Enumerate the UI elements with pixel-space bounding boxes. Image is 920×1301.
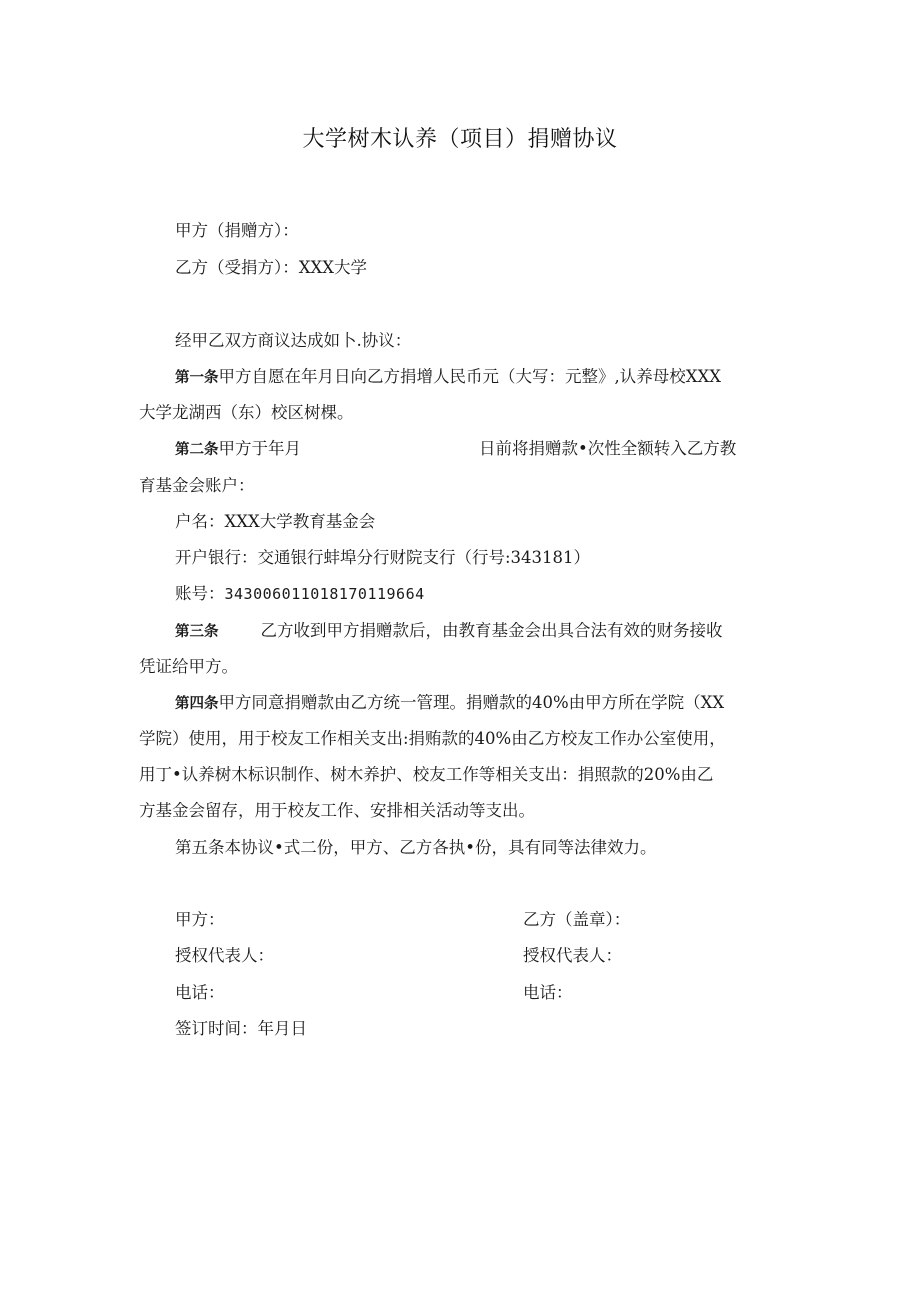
account-number-line	[175, 584, 425, 604]
party-b-line: 乙方（受捐方）：XXX大学	[175, 258, 367, 277]
document-title: 大学树木认养（项目）捐赠协议	[302, 127, 618, 152]
article-1-label: 第一条	[175, 370, 219, 386]
article-4-line-1	[175, 693, 724, 714]
article-1-line-2: 大学龙湖西（东）校区树棵。	[139, 403, 354, 422]
article-4-line-4: 方基金会留存，用于校友工作、安排相关活动等支出。	[139, 801, 535, 820]
article-2-line-1	[175, 439, 301, 460]
article-5-line: 第五条本协议•式二份，甲方、乙方各执•份，具有同等法律效力。	[175, 838, 657, 857]
signature-date: 签订时间：年月日	[175, 1019, 307, 1038]
article-2-text-2: 日前将捐赠款•次性全额转入乙方教	[479, 439, 737, 458]
account-number: 343006011018170119664	[224, 585, 425, 603]
account-bank: 开户银行：交通银行蚌埠分行财院支行（行号:343181）	[175, 548, 591, 567]
signature-a-representative: 授权代表人：	[175, 946, 274, 965]
article-4-text-1: 甲方同意捐赠款由乙方统一管理。捐赠款的40%由甲方所在学院（XX	[218, 693, 725, 712]
intro-line: 经甲乙双方商议达成如卜.协议：	[175, 331, 412, 350]
signature-b-phone: 电话：	[523, 983, 573, 1002]
article-2-label: 第二条	[175, 442, 219, 458]
signature-b-representative: 授权代表人：	[523, 946, 622, 965]
account-name: 户名：XXX大学教育基金会	[175, 512, 376, 531]
article-1-text-1: 甲方自愿在年月日向乙方捐增人民币元（大写：元整》,认养母校XXX	[218, 367, 721, 386]
article-3-line-2: 凭证给甲方。	[139, 657, 238, 676]
article-3-text-1: 乙方收到甲方捐赠款后，由教育基金会出具合法有效的财务接收	[260, 621, 723, 640]
signature-party-a: 甲方：	[175, 910, 225, 929]
article-2-text-1: 甲方于年月	[218, 439, 301, 458]
article-4-line-3: 用丁•认养树木标识制作、树木养护、校友工作等相关支出：捐照款的20%由乙	[139, 765, 714, 784]
article-2-line-2: 育基金会账户：	[139, 476, 255, 495]
account-number-label: 账号：	[175, 584, 225, 603]
party-a-line: 甲方（捐赠方）：	[175, 221, 299, 240]
article-1-line-1	[175, 367, 721, 388]
signature-party-b: 乙方（盖章）：	[523, 910, 631, 929]
article-4-line-2: 学院）使用，用于校友工作相关支出:捐贿款的40%由乙方校友工作办公室使用，	[139, 729, 726, 748]
article-3-line-1	[175, 621, 723, 642]
article-3-label: 第三条	[175, 624, 219, 640]
article-4-label: 第四条	[175, 696, 219, 712]
signature-a-phone: 电话：	[175, 983, 225, 1002]
